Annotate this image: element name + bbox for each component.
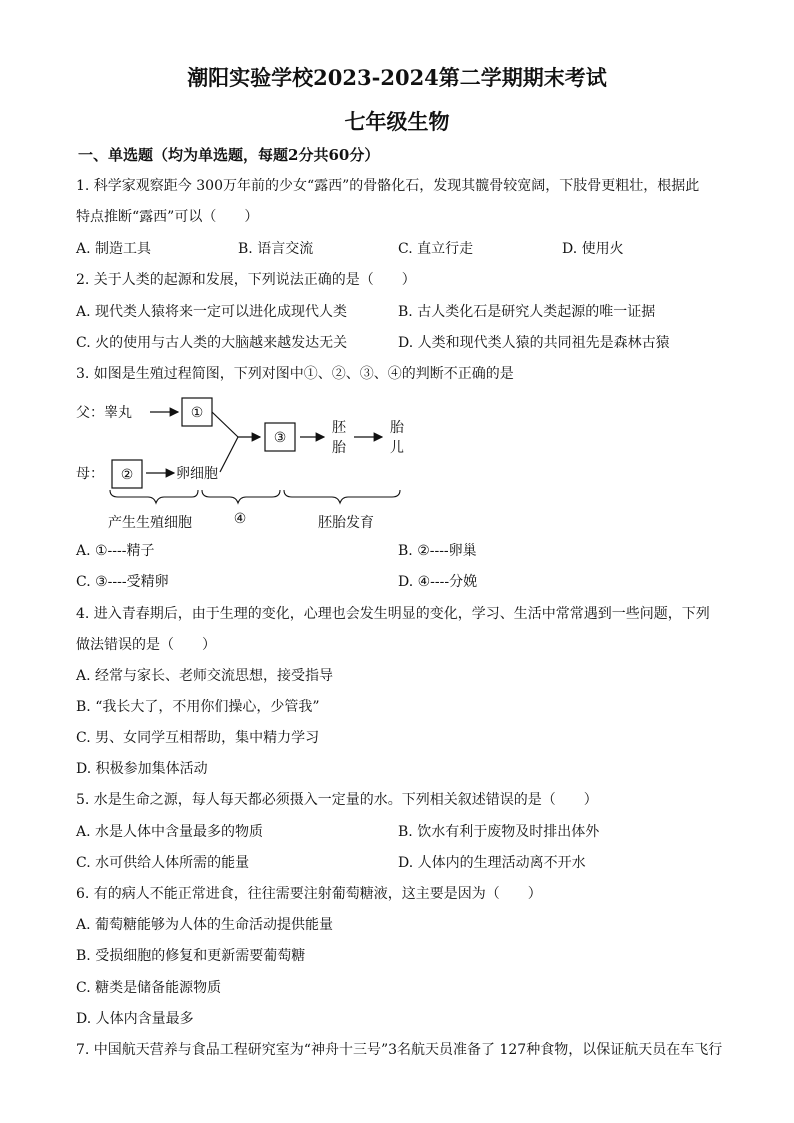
section-heading: 一、单选题（均为单选题，每题2分共60分） — [78, 146, 380, 164]
egg-label: 卵细胞 — [176, 466, 218, 482]
father-label: 父：睾丸 — [76, 405, 132, 421]
q6-stem: 6. 有的病人不能正常进食，往往需要注射葡萄糖液，这主要是因为（ ） — [76, 886, 542, 902]
q6-option-a: A. 葡萄糖能够为人体的生命活动提供能量 — [76, 917, 334, 933]
brace-label-2: ④ — [233, 511, 247, 527]
q2-stem: 2. 关于人类的起源和发展，下列说法正确的是（ ） — [76, 272, 416, 288]
exam-title: 潮阳实验学校2023-2024第二学期期末考试 — [187, 65, 607, 90]
q7-stem-line1: 7. 中国航天营养与食品工程研究室为“神舟十三号”3名航天员准备了 127种食物，以保证航天员在车飞行 — [76, 1042, 723, 1058]
brace-3 — [284, 490, 400, 503]
q4-option-c: C. 男、女同学互相帮助，集中精力学习 — [76, 730, 320, 746]
q5-option-a: A. 水是人体中含量最多的物质 — [76, 824, 264, 840]
q1-option-b: B. 语言交流 — [238, 241, 314, 257]
q2-option-d: D. 人类和现代类人猿的共同祖先是森林古猿 — [398, 335, 670, 351]
q1-stem-line1: 1. 科学家观察距今 300万年前的少女“露西”的骨骼化石，发现其髋骨较宽阔，下肢骨更粗壮，根据此 — [76, 178, 700, 194]
q1-option-c: C. 直立行走 — [398, 241, 474, 257]
brace-1 — [110, 490, 198, 503]
brace-label-1: 产生生殖细胞 — [108, 515, 192, 531]
q5-option-c: C. 水可供给人体所需的能量 — [76, 855, 250, 871]
q5-option-d: D. 人体内的生理活动离不开水 — [398, 855, 586, 871]
q4-option-a: A. 经常与家长、老师交流思想，接受指导 — [76, 668, 334, 684]
q2-option-c: C. 火的使用与古人类的大脑越来越发达无关 — [76, 335, 348, 351]
fetus-char-2: 儿 — [390, 440, 404, 456]
fetus-char-1: 胎 — [390, 420, 404, 436]
q6-option-c: C. 糖类是储备能源物质 — [76, 980, 222, 996]
brace-label-3: 胚胎发育 — [318, 515, 374, 531]
q2-option-a: A. 现代类人猿将来一定可以进化成现代人类 — [76, 304, 348, 320]
exam-subtitle: 七年级生物 — [344, 109, 450, 134]
embryo-char-2: 胎 — [332, 440, 346, 456]
box-1-label: ① — [190, 405, 204, 421]
merge-line-top — [212, 412, 238, 437]
q3-option-d: D. ④----分娩 — [398, 574, 478, 590]
embryo-char-1: 胚 — [332, 420, 346, 436]
q3-option-b: B. ②----卵巢 — [398, 543, 477, 559]
q1-option-a: A. 制造工具 — [76, 241, 152, 257]
brace-2 — [202, 490, 280, 503]
box-2-label: ② — [120, 467, 134, 483]
q6-option-d: D. 人体内含量最多 — [76, 1011, 194, 1027]
q4-stem-line1: 4. 进入青春期后，由于生理的变化，心理也会发生明显的变化，学习、生活中常常遇到一些问题，下列 — [76, 606, 710, 622]
box-3-label: ③ — [273, 430, 287, 446]
q3-option-a: A. ①----精子 — [76, 543, 155, 559]
q1-stem-line2: 特点推断“露西”可以（ ） — [76, 209, 259, 225]
q5-option-b: B. 饮水有利于废物及时排出体外 — [398, 824, 600, 840]
q3-stem: 3. 如图是生殖过程简图，下列对图中①、②、③、④的判断不正确的是 — [76, 366, 514, 382]
q4-option-b: B. “我长大了，不用你们操心，少管我” — [76, 699, 320, 715]
q3-option-c: C. ③----受精卵 — [76, 574, 169, 590]
q4-option-d: D. 积极参加集体活动 — [76, 761, 208, 777]
merge-line-bottom — [220, 437, 238, 472]
q2-option-b: B. 古人类化石是研究人类起源的唯一证据 — [398, 304, 656, 320]
q5-stem: 5. 水是生命之源，每人每天都必须摄入一定量的水。下列相关叙述错误的是（ ） — [76, 792, 598, 808]
reproduction-diagram — [70, 390, 430, 540]
q1-option-d: D. 使用火 — [562, 241, 624, 257]
q6-option-b: B. 受损细胞的修复和更新需要葡萄糖 — [76, 948, 306, 964]
q4-stem-line2: 做法错误的是（ ） — [76, 637, 216, 653]
mother-label: 母： — [76, 466, 104, 482]
